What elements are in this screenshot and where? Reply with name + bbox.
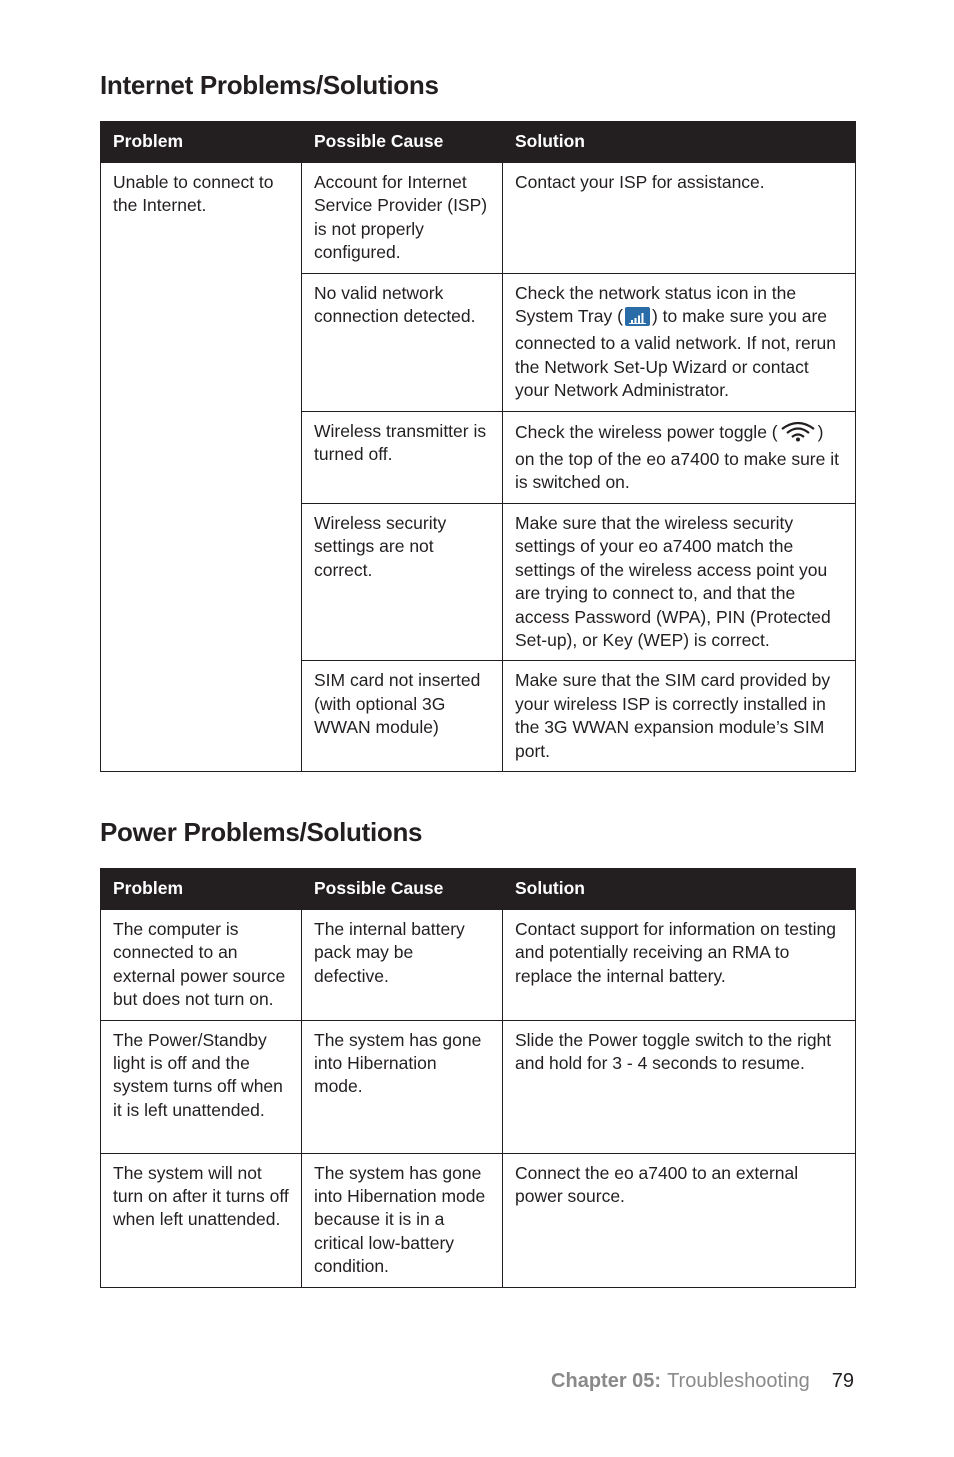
solution-cell: Slide the Power toggle switch to the right and hold for 3 - 4 seconds to resume. xyxy=(503,1020,856,1153)
solution-cell xyxy=(503,411,856,503)
page-number: 79 xyxy=(831,1370,854,1392)
cause-cell: Wireless transmitter is turned off. xyxy=(302,411,503,503)
table-header-row xyxy=(101,122,856,163)
footer-section: Troubleshooting xyxy=(667,1370,810,1392)
solution-cell: Make sure that the SIM card provided by your wireless ISP is correctly installed in the 3G WWAN expansion module’s SIM port. xyxy=(503,661,856,772)
solution-cell xyxy=(503,273,856,411)
cause-cell: The system has gone into Hibernation mode because it is in a critical low-battery condition. xyxy=(302,1153,503,1287)
table-header-row xyxy=(101,869,856,910)
solution-cell: Contact your ISP for assistance. xyxy=(503,163,856,274)
problem-cell: The system will not turn on after it turns off when left unattended. xyxy=(101,1153,302,1287)
power-section-title: Power Problems/Solutions xyxy=(100,817,423,847)
problem-cell: The Power/Standby light is off and the system turns off when it is left unattended. xyxy=(101,1020,302,1153)
cause-cell: No valid network connection detected. xyxy=(302,273,503,411)
solution-cell: Make sure that the wireless security settings of your eo a7400 match the settings of the wireless access point you are trying to connect to, and that the access Password (WPA), PIN (Protected Set-up), or Key (WEP) is correct. xyxy=(503,503,856,660)
network-status-icon xyxy=(625,307,650,332)
cause-cell: The internal battery pack may be defective. xyxy=(302,910,503,1021)
internet-problems-table xyxy=(100,121,856,772)
header-possible-cause: Possible Cause xyxy=(302,122,503,163)
solution-cell: Connect the eo a7400 to an external power source. xyxy=(503,1153,856,1287)
table-row xyxy=(101,1020,856,1153)
table-row xyxy=(101,910,856,1021)
solution-text: ) to make sure you are connected to a valid network. If not, rerun the Network Set-Up Wizard or contact your Network Administrator. xyxy=(515,306,837,401)
problem-cell: Unable to connect to the Internet. xyxy=(101,163,302,772)
solution-text: Check the wireless power toggle ( xyxy=(515,421,778,442)
power-problems-table xyxy=(100,868,856,1288)
page-footer xyxy=(551,1370,854,1393)
cause-cell: Wireless security settings are not correct. xyxy=(302,503,503,660)
cause-cell: The system has gone into Hibernation mode. xyxy=(302,1020,503,1153)
solution-text: ) on the top of the eo a7400 to make sure it is switched on. xyxy=(515,421,839,493)
solution-text: Check the network status icon in the System Tray ( xyxy=(515,282,797,327)
cause-cell: Account for Internet Service Provider (ISP) is not properly configured. xyxy=(302,163,503,274)
wireless-toggle-icon xyxy=(780,420,816,448)
problem-cell: The computer is connected to an external power source but does not turn on. xyxy=(101,910,302,1021)
header-solution: Solution xyxy=(503,122,856,163)
header-solution: Solution xyxy=(503,869,856,910)
cause-cell: SIM card not inserted (with optional 3G WWAN module) xyxy=(302,661,503,772)
header-possible-cause: Possible Cause xyxy=(302,869,503,910)
header-problem: Problem xyxy=(101,122,302,163)
internet-section-title: Internet Problems/Solutions xyxy=(100,70,439,100)
header-problem: Problem xyxy=(101,869,302,910)
table-row xyxy=(101,163,856,274)
solution-cell: Contact support for information on testing and potentially receiving an RMA to replace the internal battery. xyxy=(503,910,856,1021)
footer-chapter: Chapter 05: xyxy=(551,1370,662,1392)
table-row xyxy=(101,1153,856,1287)
